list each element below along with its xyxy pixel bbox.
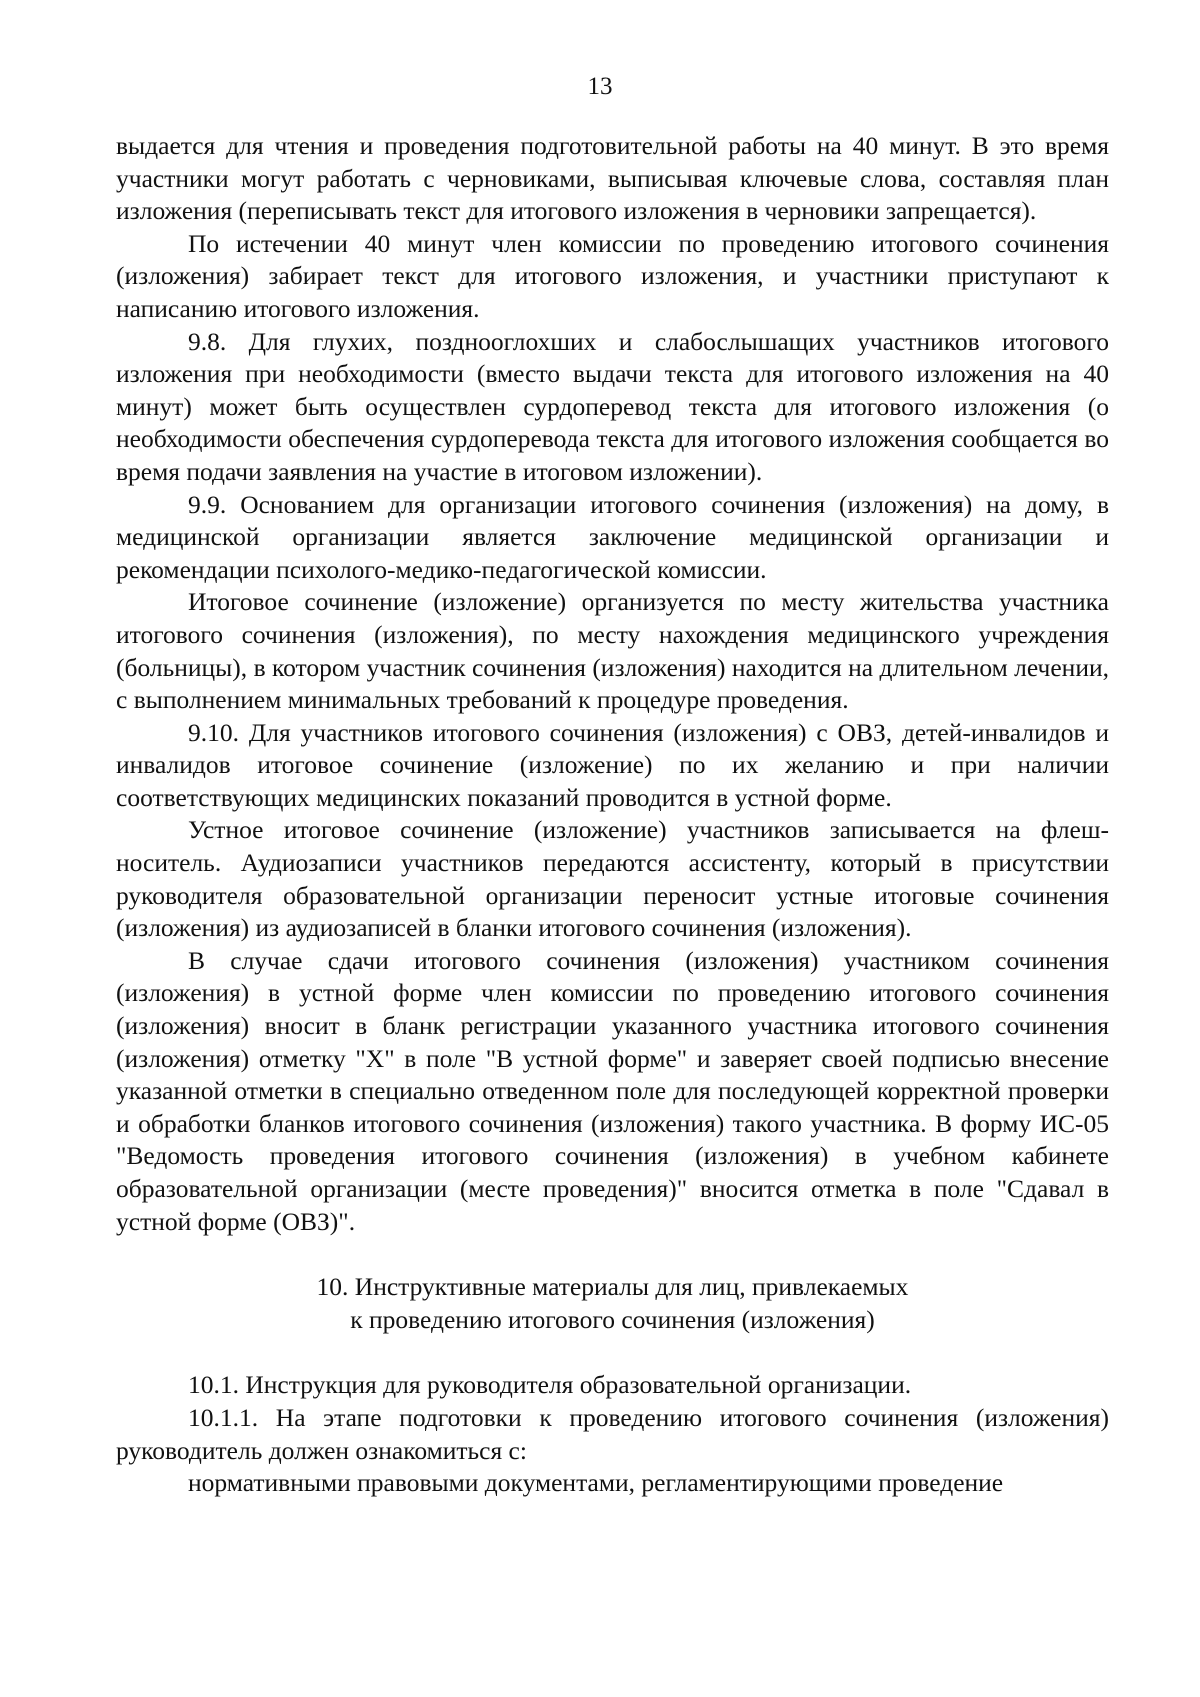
paragraph: Устное итоговое сочинение (изложение) участников записывается на флеш-носитель. Аудиозаписи участников передаются ассистенту, который в присутствии руководителя образовательной организации переносит устные итоговые сочинения (изложения) из аудиозаписей в бланки итогового сочинения (изложения). <box>116 815 1109 943</box>
paragraph-10-1-1: 10.1.1. На этапе подготовки к проведению итогового сочинения (изложения) руководитель должен ознакомиться с: <box>116 1402 1109 1465</box>
section-heading-line-2: к проведению итогового сочинения (изложения) <box>350 1304 875 1334</box>
section-heading <box>116 1238 1109 1369</box>
page-number: 13 <box>587 73 613 100</box>
paragraph-9-10: 9.10. Для участников итогового сочинения (изложения) с ОВЗ, детей-инвалидов и инвалидов итоговое сочинение (изложение) по их желанию и при наличии соответствующих медицинских показаний проводится в устной форме. <box>116 717 1109 812</box>
paragraph: выдается для чтения и проведения подготовительной работы на 40 минут. В это время участники могут работать с черновиками, выписывая ключевые слова, составляя план изложения (переписывать текст для итогового изложения в черновики запрещается). <box>116 131 1109 226</box>
paragraph-10-1: 10.1. Инструкция для руководителя образовательной организации. <box>188 1370 912 1400</box>
paragraph: В случае сдачи итогового сочинения (изложения) участником сочинения (изложения) в устной форме член комиссии по проведению итогового сочинения (изложения) вносит в бланк регистрации указанного участника итогового сочинения (изложения) отметку "Х" в поле "В устной форме" и заверяет своей подписью внесение указанной отметки в специально отведенном поле для последующей корректной проверки и обработки бланков итогового сочинения (изложения) такого участника. В форму ИС-05 "Ведомость проведения итогового сочинения (изложения) в учебном кабинете образовательной организации (месте проведения)" вносится отметка в поле "Сдавал в устной форме (ОВЗ)". <box>116 945 1109 1236</box>
document-body <box>116 130 1109 1500</box>
paragraph: нормативными правовыми документами, регламентирующими проведение <box>188 1468 1004 1498</box>
paragraph: Итоговое сочинение (изложение) организуется по месту жительства участника итогового сочинения (изложения), по месту нахождения медицинского учреждения (больницы), в котором участник сочинения (изложения) находится на длительном лечении, с выполнением минимальных требований к процедуре проведения. <box>116 587 1109 715</box>
paragraph-9-8: 9.8. Для глухих, позднооглохших и слабослышащих участников итогового изложения при необходимости (вместо выдачи текста для итогового изложения на 40 минут) может быть осуществлен сурдоперевод текста для итогового изложения (о необходимости обеспечения сурдоперевода текста для итогового изложения сообщается во время подачи заявления на участие в итоговом изложении). <box>116 326 1109 486</box>
paragraph: По истечении 40 минут член комиссии по проведению итогового сочинения (изложения) забирает текст для итогового изложения, и участники приступают к написанию итогового изложения. <box>116 228 1109 323</box>
section-heading-line-1: 10. Инструктивные материалы для лиц, привлекаемых <box>316 1272 909 1302</box>
paragraph-9-9: 9.9. Основанием для организации итогового сочинения (изложения) на дому, в медицинской организации является заключение медицинской организации и рекомендации психолого-медико-педагогической комиссии. <box>116 489 1109 584</box>
